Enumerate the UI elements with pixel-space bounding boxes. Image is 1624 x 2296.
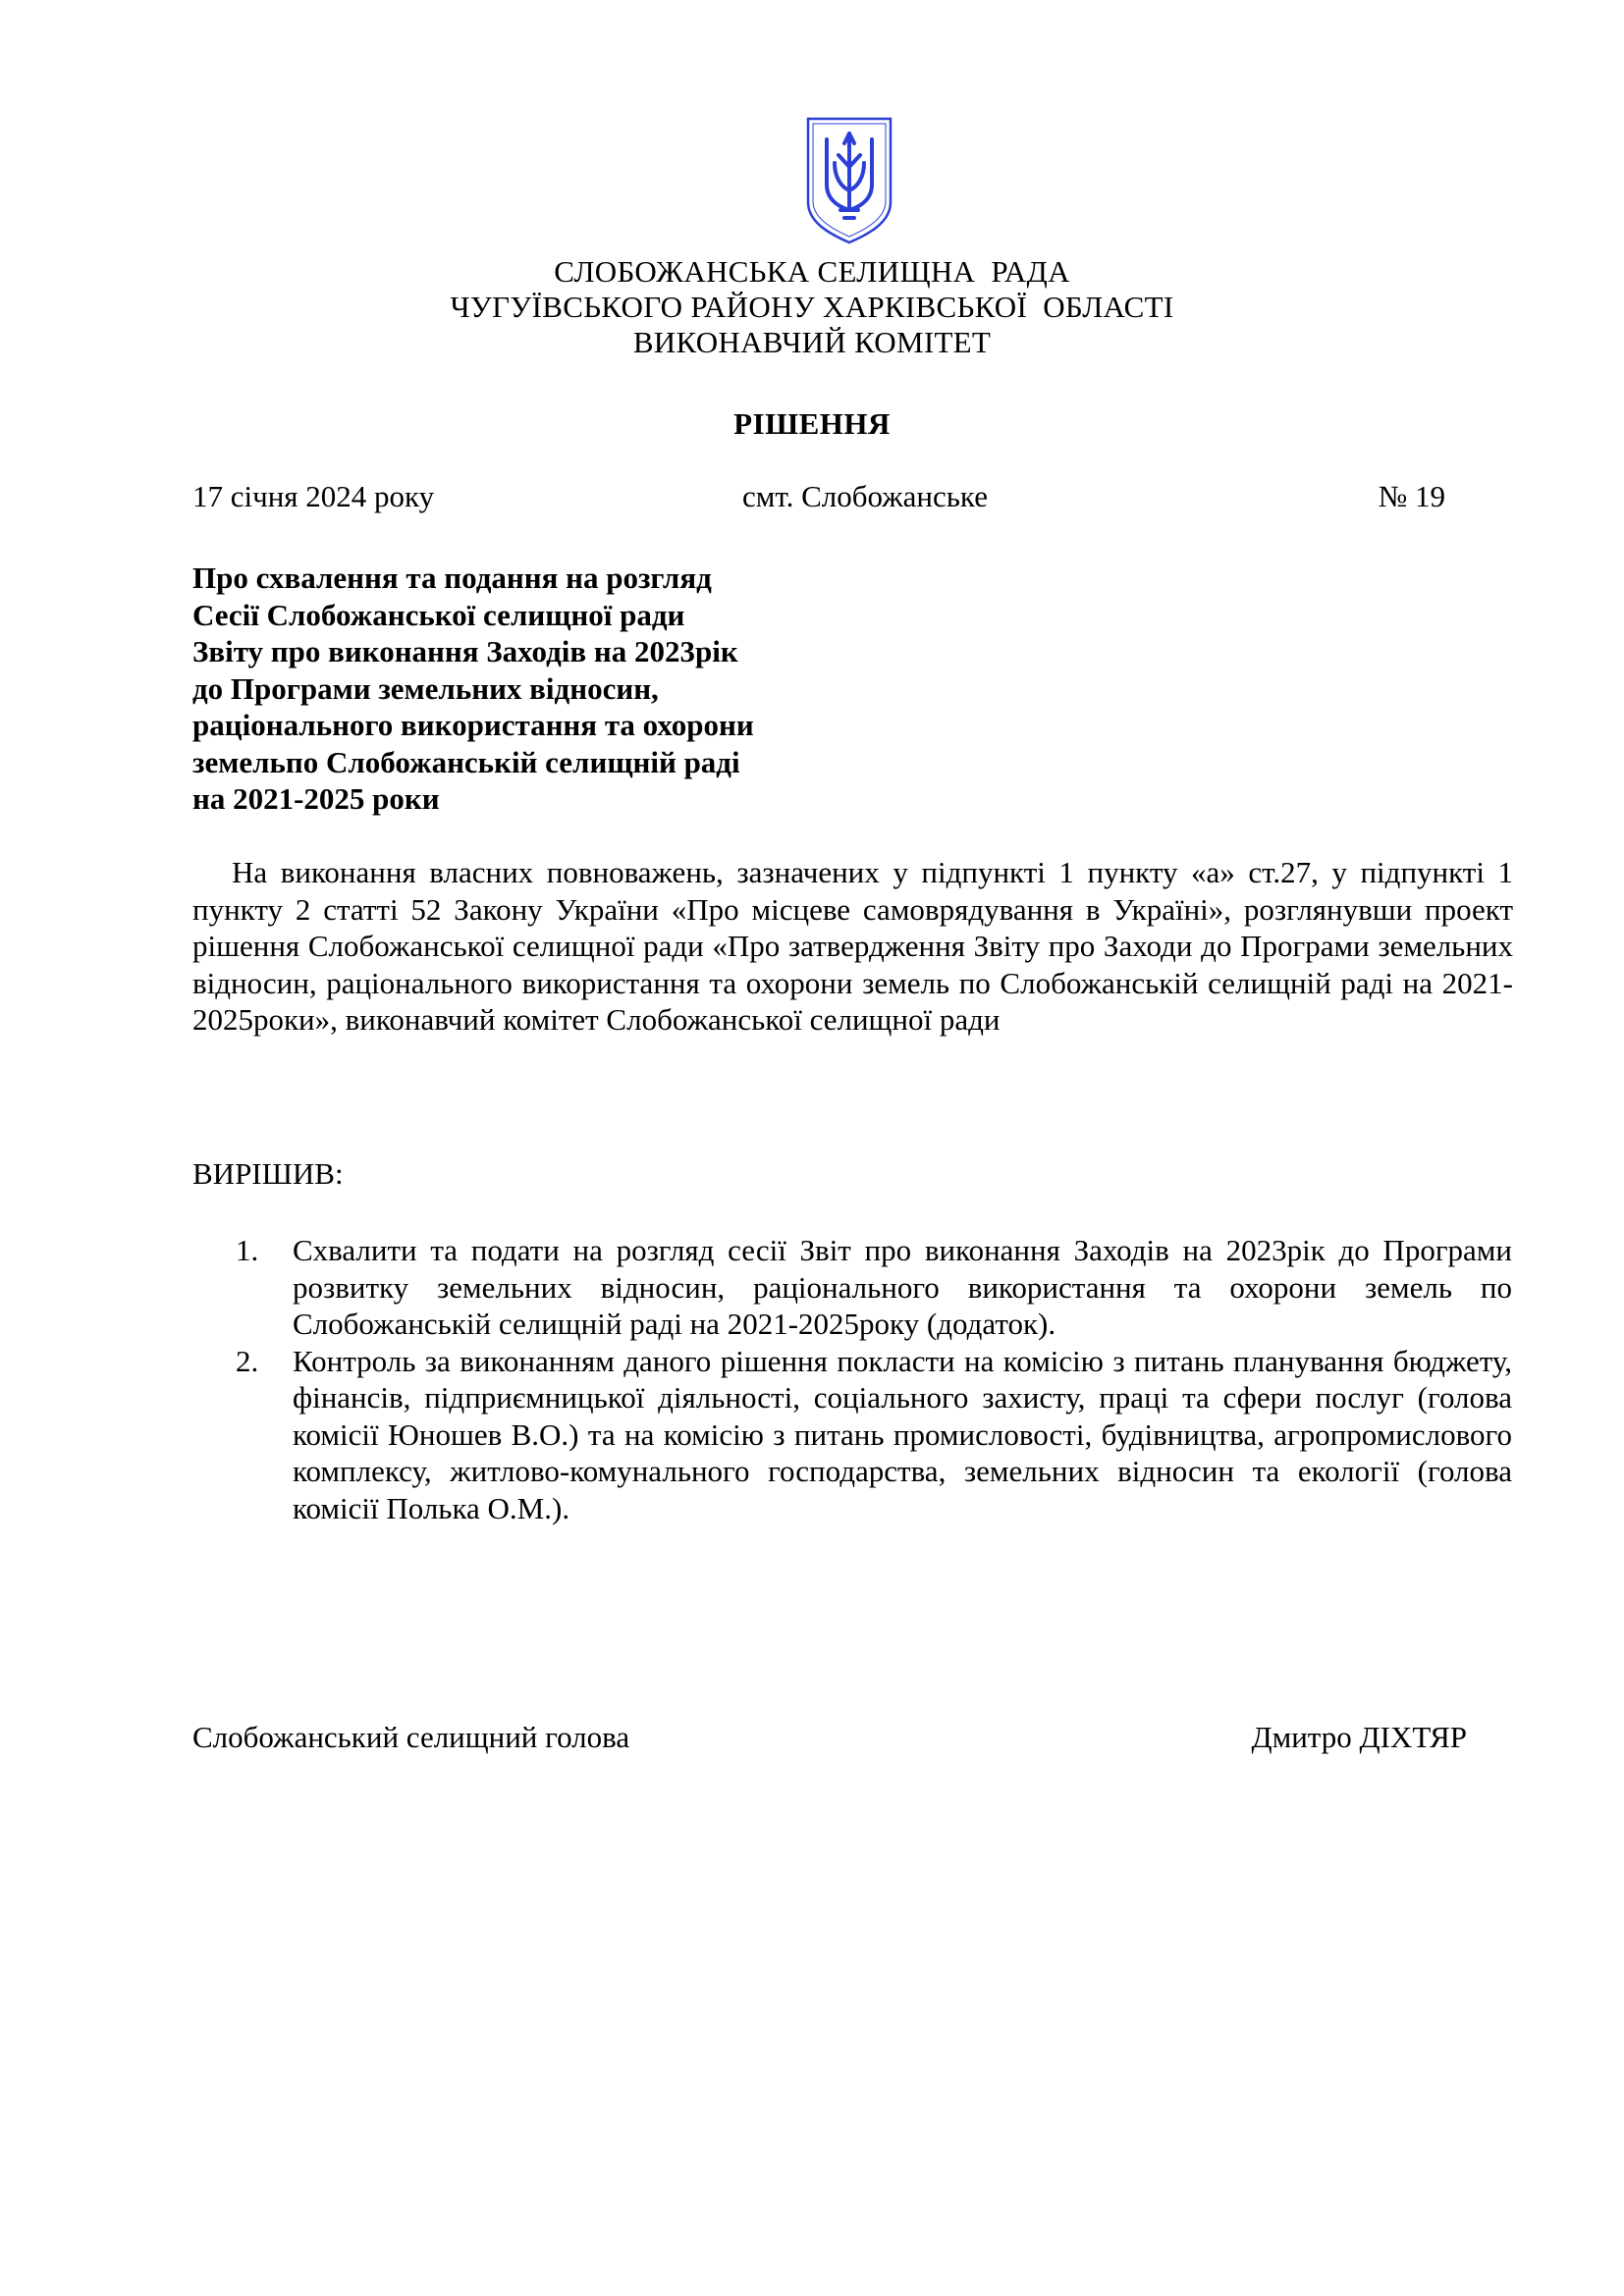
subject-line: Сесії Слобожанської селищної ради	[192, 597, 685, 632]
subject-line: Звіту про виконання Заходів на 2023рік	[192, 634, 738, 668]
document-subject	[192, 560, 899, 818]
subject-line: до Програми земельних відносин,	[192, 670, 659, 706]
header-council-name: СЛОБОЖАНСЬКА СЕЛИЩНА РАДА	[554, 254, 1070, 289]
decision-item	[236, 1343, 1512, 1527]
subject-line: земельпо Слобожанській селищній раді	[192, 744, 740, 779]
resolved-label: ВИРІШИВ:	[192, 1156, 344, 1191]
header-district-name: ЧУГУЇВСЬКОГО РАЙОНУ ХАРКІВСЬКОЇ ОБЛАСТІ	[450, 290, 1174, 324]
decision-list	[236, 1232, 1512, 1526]
signature-name: Дмитро ДІХТЯР	[1251, 1720, 1467, 1754]
subject-line: на 2021-2025 роки	[192, 781, 440, 816]
organization-header	[0, 254, 1624, 360]
subject-line: раціонального використання та охорони	[192, 708, 754, 742]
document-place: смт. Слобожанське	[742, 479, 988, 513]
decision-number: 1.	[236, 1233, 259, 1267]
decision-number: 2.	[236, 1343, 259, 1378]
decision-text: Схвалити та подати на розгляд сесії Звіт про виконання Заходів на 2023рік до Програми розвитку земельних відносин, раціонального використання та охорони земель по Слобожанській селищній раді на 2021-2025року (додаток).	[293, 1233, 1512, 1341]
document-date: 17 січня 2024 року	[192, 479, 435, 513]
subject-line: Про схвалення та подання на розгляд	[192, 561, 712, 595]
document-number: № 19	[1378, 479, 1445, 513]
document-title: РІШЕННЯ	[733, 406, 891, 441]
preamble-paragraph: На виконання власних повноважень, зазначених у підпункті 1 пункту «а» ст.27, у підпункті 1 пункту 2 статті 52 Закону України «Про місцеве самоврядування в Україні», розглянувши проект рішення Слобожанської селищної ради «Про затвердження Звіту про Заходи до Програми земельних відносин, раціонального використання та охорони земель по Слобожанській селищній раді на 2021-2025роки», виконавчий комітет Слобожанської селищної ради	[192, 855, 1513, 1037]
decision-item	[236, 1232, 1512, 1343]
decision-text: Контроль за виконанням даного рішення покласти на комісію з питань планування бюджету, фінансів, підприємницької діяльності, соціального захисту, праці та сфери послуг (голова комісії Юношев В.О.) та на комісію з питань промисловості, будівництва, агропромислового комплексу, житлово-комунального господарства, земельних відносин та екології (голова комісії Полька О.М.).	[293, 1343, 1512, 1525]
signature-position: Слобожанський селищний голова	[192, 1720, 630, 1754]
coat-of-arms-icon	[805, 116, 893, 245]
header-executive-committee: ВИКОНАВЧИЙ КОМІТЕТ	[632, 325, 992, 359]
